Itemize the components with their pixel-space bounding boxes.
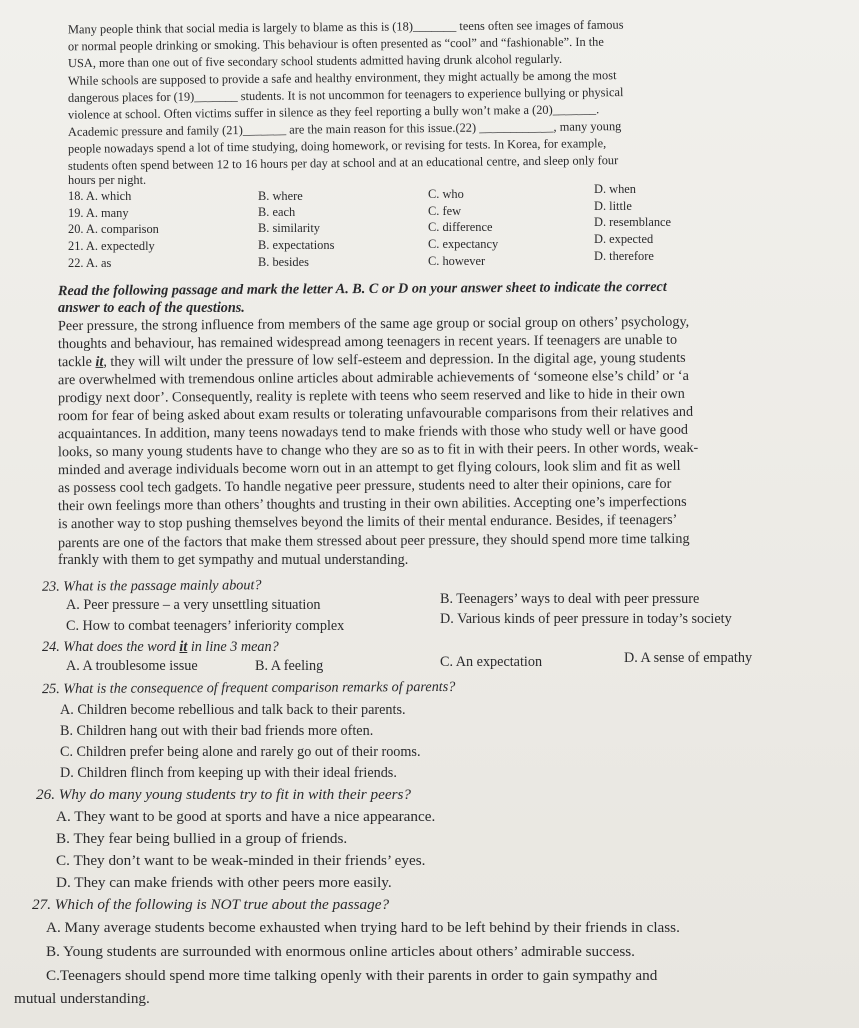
passage-line-1: Peer pressure, the strong influence from members of the same age group or social group on others’ psychology,: [57, 313, 690, 335]
option-21-b: B. expectations: [258, 238, 335, 252]
q25-option-b: B. Children hang out with their bad friends more often.: [60, 723, 374, 739]
passage-line-9: minded and average individuals become worn out in an attempt to get flying colours, look slim and fit as well: [57, 457, 681, 479]
q27-option-a: A. Many average students become exhausted when trying hard to be left behind by their friends in class.: [46, 919, 680, 936]
q26-option-b: B. They fear being bullied in a group of friends.: [56, 830, 348, 847]
cloze-line-1: Many people think that social media is largely to blame as this is (18)_______ teens often see images of famous: [67, 17, 624, 37]
q26-option-c: C. They don’t want to be weak-minded in their friends’ eyes.: [56, 852, 426, 869]
q23-option-d: D. Various kinds of peer pressure in today’s society: [440, 611, 732, 627]
cloze-line-9: students often spend between 12 to 16 hours per day at school and at an educational centre, and sleep only four: [67, 153, 619, 173]
question-26-stem: 26. Why do many young students try to fit in with their peers?: [36, 786, 412, 803]
option-19-a: 19. A. many: [68, 206, 129, 220]
option-22-a: 22. A. as: [68, 256, 112, 270]
q27-option-b: B. Young students are surrounded with enormous online articles about others’ admirable success.: [46, 943, 635, 960]
q26-option-d: D. They can make friends with other peers more easily.: [56, 874, 392, 891]
question-23-stem: 23. What is the passage mainly about?: [41, 577, 262, 595]
option-20-b: B. similarity: [258, 221, 320, 235]
passage-line-3-start: tackle: [57, 353, 96, 371]
question-27-stem: 27. Which of the following is NOT true about the passage?: [32, 896, 390, 913]
q24-option-a: A. A troublesome issue: [66, 658, 198, 674]
option-18-a: 18. A. which: [68, 189, 132, 203]
option-20-c: C. difference: [428, 220, 493, 234]
passage-line-7: acquaintances. In addition, many teens nowadays tend to make friends with those who study well or have good: [57, 421, 689, 443]
q23-option-b: B. Teenagers’ ways to deal with peer pressure: [440, 591, 700, 607]
passage-line-2: thoughts and behaviour, has remained widespread among teenagers in recent years. If teenagers are unable to: [57, 331, 678, 353]
cloze-line-4: While schools are supposed to provide a safe and healthy environment, they might actually be among the most: [67, 68, 617, 88]
instruction-line-1: Read the following passage and mark the letter A. B. C or D on your answer sheet to indicate the correct: [57, 278, 667, 300]
passage-line-4: are overwhelmed with tremendous online articles about admirable achievements of ‘someone else’s child’ or ‘a: [57, 367, 689, 389]
option-22-c: C. however: [428, 254, 486, 268]
q25-option-a: A. Children become rebellious and talk back to their parents.: [60, 702, 406, 718]
option-19-b: B. each: [258, 205, 296, 219]
q26-option-a: A. They want to be good at sports and have a nice appearance.: [56, 808, 436, 825]
passage-line-6: room for fear of being asked about exam results or tolerating unfavourable comparisons from their relatives and: [57, 403, 694, 425]
option-19-d: D. little: [594, 199, 632, 213]
q23-option-a: A. Peer pressure – a very unsettling situation: [66, 597, 321, 613]
option-22-d: D. therefore: [594, 249, 654, 263]
option-20-a: 20. A. comparison: [68, 222, 159, 236]
option-21-c: C. expectancy: [428, 237, 499, 251]
cloze-line-10: hours per night.: [68, 173, 147, 187]
option-18-b: B. where: [258, 189, 303, 203]
passage-line-11: their own feelings more than others’ thoughts and trusting in their own abilities. Accepting one’s imperfections: [57, 493, 687, 515]
question-25-stem: 25. What is the consequence of frequent comparison remarks of parents?: [41, 678, 456, 698]
option-18-c: C. who: [428, 187, 464, 201]
question-24-stem: [42, 639, 279, 656]
cloze-line-6: violence at school. Often victims suffer in silence as they feel reporting a bully won’t make a (20)_______.: [67, 102, 600, 122]
cloze-line-2: or normal people drinking or smoking. This behaviour is often presented as “cool” and “fashionable”. In the: [67, 34, 604, 54]
q24-stem-end: in line 3 mean?: [187, 639, 279, 655]
cloze-line-3: USA, more than one out of five secondary school students admitted having drunk alcohol regularly.: [67, 51, 563, 71]
passage-line-14: frankly with them to get sympathy and mutual understanding.: [58, 552, 409, 568]
cloze-line-5: dangerous places for (19)_______ students. It is not uncommon for teenagers to experience bullying or physical: [67, 85, 624, 105]
highlighted-word-it: it: [95, 353, 104, 370]
option-22-b: B. besides: [258, 255, 309, 269]
q24-word-it: it: [179, 639, 188, 655]
instruction-line-2: answer to each of the questions.: [58, 300, 245, 316]
q24-option-b: B. A feeling: [255, 658, 324, 674]
q24-stem-start: 24. What does the word: [42, 639, 180, 655]
passage-line-3-rest: , they will wilt under the pressure of low self-esteem and depression. In the digital age, young students: [103, 349, 686, 370]
passage-line-5: prodigy next door’. Consequently, reality is replete with teens who seem reserved and like to hide in their own: [57, 385, 685, 407]
cloze-line-8: people nowadays spend a lot of time studying, doing homework, or revising for tests. In Korea, for example,: [67, 136, 607, 156]
q25-option-c: C. Children prefer being alone and rarely go out of their rooms.: [60, 744, 421, 760]
option-21-d: D. expected: [594, 232, 654, 246]
q24-option-c: C. An expectation: [440, 654, 543, 670]
q27-option-c-continued: mutual understanding.: [14, 990, 150, 1007]
q27-option-c: C.Teenagers should spend more time talking openly with their parents in order to gain sympathy and: [46, 967, 658, 984]
option-19-c: C. few: [428, 204, 462, 218]
option-20-d: D. resemblance: [594, 215, 672, 229]
passage-line-10: as possess cool tech gadgets. To handle negative peer pressure, students need to alter their opinions, care for: [57, 475, 672, 497]
option-18-d: D. when: [594, 182, 636, 196]
q25-option-d: D. Children flinch from keeping up with their ideal friends.: [60, 765, 397, 781]
cloze-line-7: Academic pressure and family (21)_______ are the main reason for this issue.(22) ____________, many young: [67, 119, 622, 139]
passage-line-8: looks, so many young students have to change who they are so as to fit in with their peers. In other words, weak-: [57, 439, 699, 461]
q23-option-c: C. How to combat teenagers’ inferiority complex: [66, 618, 345, 634]
q24-option-d: D. A sense of empathy: [624, 650, 753, 666]
passage-line-12: is another way to stop pushing themselves beyond the limits of their mental endurance. Besides, if teenagers’: [57, 511, 678, 533]
option-21-a: 21. A. expectedly: [68, 239, 155, 253]
passage-line-13: parents are one of the factors that make them stressed about peer pressure, they should spend more time talking: [57, 530, 690, 552]
